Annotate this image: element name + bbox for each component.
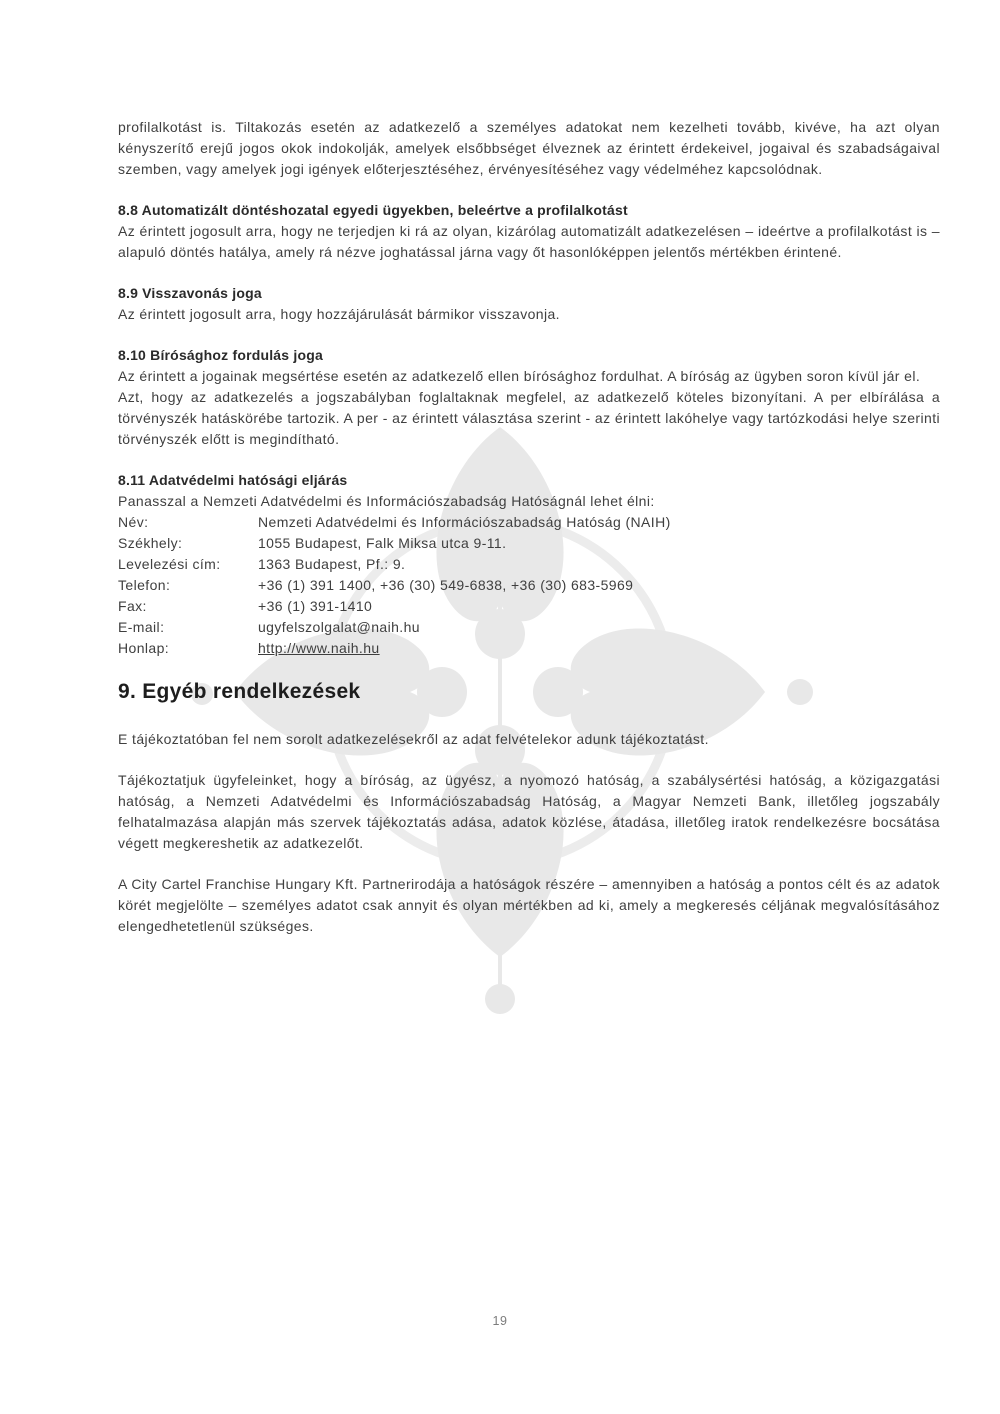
section-8-8-body: Az érintett jogosult arra, hogy ne terjedjen ki rá az olyan, kizárólag automatizált adatkezelésen – ideértve a profilalkotást is – alapuló döntés hatálya, amely rá nézve joghatással járna vagy őt hasonlóképpen jelentős mértékben érintené.	[118, 223, 940, 260]
contact-label-address: Székhely:	[118, 535, 183, 551]
contact-label-phone: Telefon:	[118, 577, 171, 593]
contact-value-mailing-address: 1363 Budapest, Pf.: 9.	[258, 556, 406, 572]
contact-value-fax: +36 (1) 391-1410	[258, 598, 373, 614]
contact-value-address: 1055 Budapest, Falk Miksa utca 9-11.	[258, 535, 507, 551]
contact-label-name: Név:	[118, 514, 149, 530]
section-8-10-body-1: Az érintett a jogainak megsértése esetén az adatkezelő ellen bírósághoz fordulhat. A bíróság az ügyben soron kívül jár el.	[118, 368, 921, 384]
section-8-9-body: Az érintett jogosult arra, hogy hozzájárulását bármikor visszavonja.	[118, 306, 560, 322]
section-8-11-heading: 8.11 Adatvédelmi hatósági eljárás	[118, 472, 348, 488]
section-8-11-intro: Panasszal a Nemzeti Adatvédelmi és Információszabadság Hatóságnál lehet élni:	[118, 493, 655, 509]
document-content	[118, 117, 940, 957]
contact-value-email: ugyfelszolgalat@naih.hu	[258, 619, 420, 635]
section-9-paragraph-1: E tájékoztatóban fel nem sorolt adatkezelésekről az adat felvételekor adunk tájékoztatást.	[118, 731, 709, 747]
website-link[interactable]: http://www.naih.hu	[258, 640, 380, 656]
page-number: 19	[492, 1314, 508, 1328]
section-8-9	[118, 283, 940, 325]
section-8-8-heading: 8.8 Automatizált döntéshozatal egyedi ügyekben, beleértve a profilalkotást	[118, 202, 628, 218]
contact-label-mailing-address: Levelezési cím:	[118, 556, 221, 572]
section-9-heading: 9. Egyéb rendelkezések	[118, 680, 361, 703]
section-9-paragraph-3: A City Cartel Franchise Hungary Kft. Partnerirodája a hatóságok részére – amennyiben a hatóság a pontos célt és az adatok körét megjelölte – személyes adatot csak annyit és olyan mértékben ad ki, amely a megkeresés céljának megvalósításához elengedhetetlenül szükséges.	[118, 876, 940, 934]
section-8-10-body-2: Azt, hogy az adatkezelés a jogszabályban foglaltaknak megfelel, az adatkezelő köteles bizonyítani. A per elbírálása a törvényszék hatáskörébe tartozik. A per - az érintett választása szerint - az érintett lakóhelye vagy tartózkodási helye szerinti törvényszék előtt is megindítható.	[118, 389, 940, 447]
section-9-paragraph-2: Tájékoztatjuk ügyfeleinket, hogy a bíróság, az ügyész, a nyomozó hatóság, a szabálysértési hatóság, a közigazgatási hatóság, a Nemzeti Adatvédelmi és Információszabadság Hatóság, a Magyar Nemzeti Bank, illetőleg jogszabály felhatalmazása alapján más szervek tájékoztatás adása, adatok közlése, átadása, illetőleg iratok rendelkezésre bocsátása végett megkereshetik az adatkezelőt.	[118, 772, 940, 851]
section-8-10	[118, 345, 940, 450]
paragraph-objection-continuation: profilalkotást is. Tiltakozás esetén az adatkezelő a személyes adatokat nem kezelheti tovább, kivéve, ha azt olyan kényszerítő erejű jogos okok indokolják, amelyek elsőbbséget élveznek az érintett érdekeivel, jogaival és szabadságaival szemben, vagy amelyek jogi igények előterjesztéséhez, érvényesítéséhez vagy védelméhez kapcsolódnak.	[118, 119, 940, 177]
contact-label-fax: Fax:	[118, 598, 147, 614]
contact-value-phone: +36 (1) 391 1400, +36 (30) 549-6838, +36 (30) 683-5969	[258, 577, 634, 593]
contact-label-email: E-mail:	[118, 619, 165, 635]
section-8-8	[118, 200, 940, 263]
section-8-9-heading: 8.9 Visszavonás joga	[118, 285, 262, 301]
section-8-10-heading: 8.10 Bírósághoz fordulás joga	[118, 347, 323, 363]
contact-label-website: Honlap:	[118, 640, 170, 656]
authority-contact-list	[118, 512, 940, 659]
contact-value-name: Nemzeti Adatvédelmi és Információszabadság Hatóság (NAIH)	[258, 514, 671, 530]
section-8-11	[118, 470, 940, 659]
